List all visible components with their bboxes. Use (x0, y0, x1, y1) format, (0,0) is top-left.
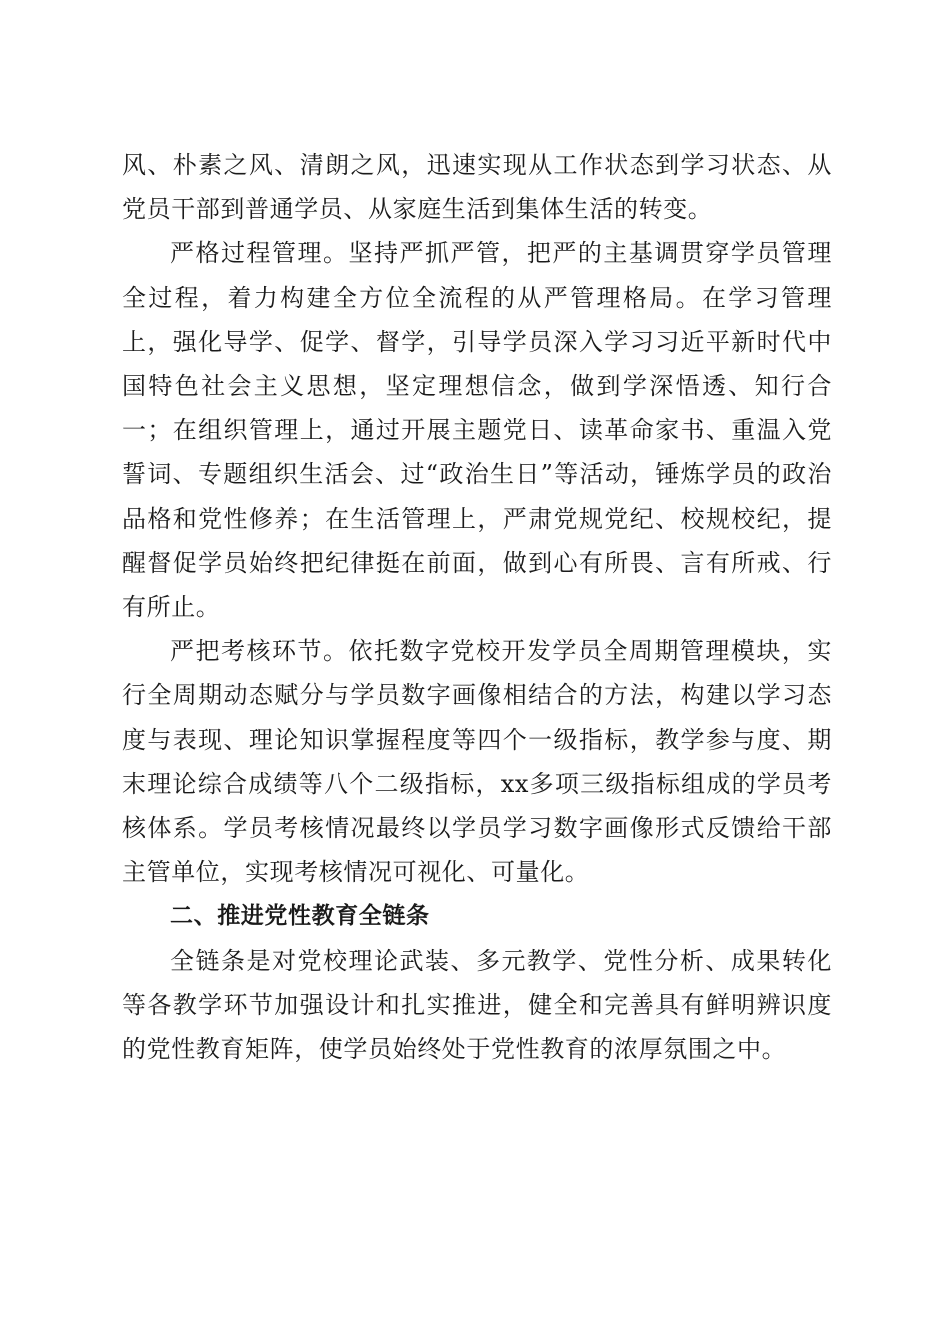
paragraph-process-management: 严格过程管理。坚持严抓严管，把严的主基调贯穿学员管理全过程，着力构建全方位全流程的从严管理格局。在学习管理上，强化导学、促学、督学，引导学员深入学习习近平新时代中国特色社会主义思想，坚定理想信念，做到学深悟透、知行合一；在组织管理上，通过开展主题党日、读革命家书、重温入党誓词、专题组织生活会、过“政治生日”等活动，锤炼学员的政治品格和党性修养；在生活管理上，严肃党规党纪、校规校纪，提醒督促学员始终把纪律挺在前面，做到心有所畏、言有所戒、行有所止。 (122, 239, 832, 622)
paragraph-assessment: 严把考核环节。依托数字党校开发学员全周期管理模块，实行全周期动态赋分与学员数字画像相结合的方法，构建以学习态度与表现、理论知识掌握程度等四个一级指标，教学参与度、期末理论综合成绩等八个二级指标，xx多项三级指标组成的学员考核体系。学员考核情况最终以学员学习数字画像形式反馈给干部主管单位，实现考核情况可视化、可量化。 (122, 637, 832, 887)
section-heading: 二、推进党性教育全链条 (170, 903, 430, 930)
paragraph-continued: 风、朴素之风、清朗之风，迅速实现从工作状态到学习状态、从党员干部到普通学员、从家庭生活到集体生活的转变。 (122, 151, 832, 224)
document-body (122, 143, 832, 1071)
paragraph-full-chain: 全链条是对党校理论武装、多元教学、党性分析、成果转化等各教学环节加强设计和扎实推进，健全和完善具有鲜明辨识度的党性教育矩阵，使学员始终处于党性教育的浓厚氛围之中。 (122, 946, 832, 1064)
